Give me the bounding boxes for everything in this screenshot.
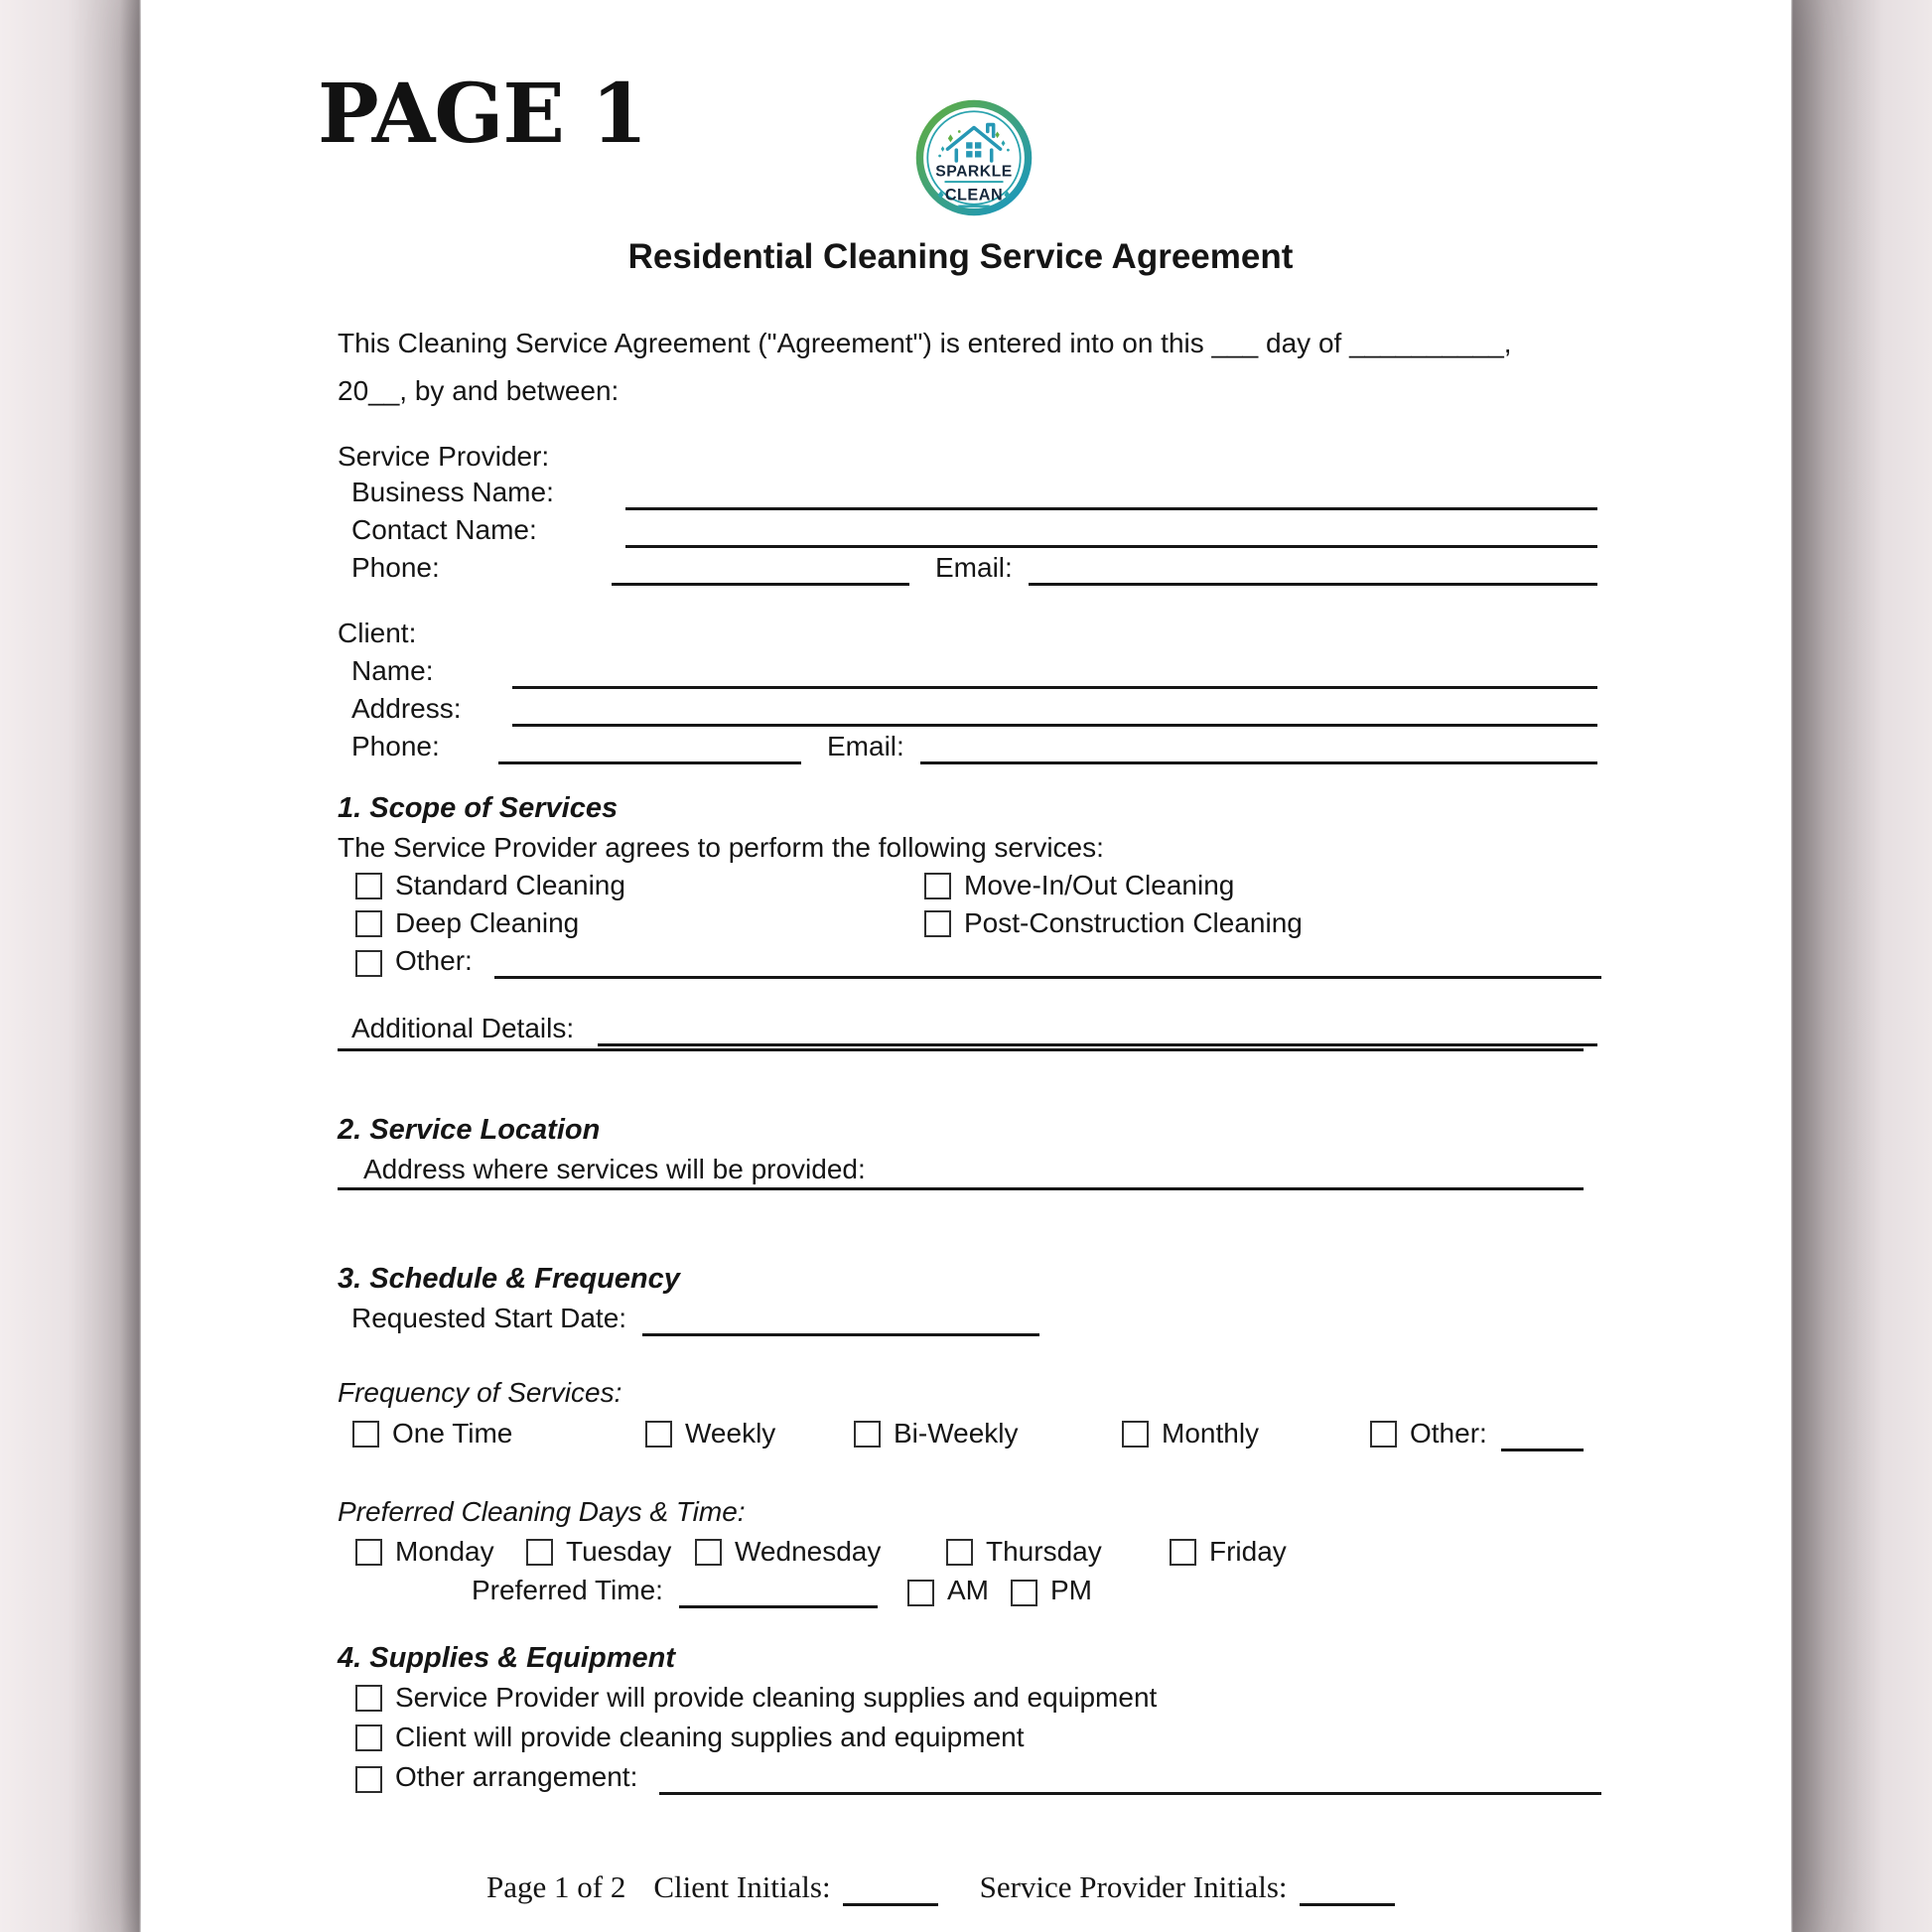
checkbox-icon[interactable] xyxy=(355,910,382,937)
page-indicator: Page 1 of 2 xyxy=(486,1869,626,1904)
checkbox-icon[interactable] xyxy=(695,1539,722,1566)
business-name-field[interactable] xyxy=(625,497,1597,510)
description-text: The Service Provider agrees to perform the following services: xyxy=(338,832,1104,863)
checkbox-icon[interactable] xyxy=(924,910,951,937)
checkbox-move-in-out-cleaning[interactable] xyxy=(924,868,1234,903)
checkbox-icon[interactable] xyxy=(355,873,382,899)
service-provider-heading xyxy=(338,439,1584,475)
client-phone-field[interactable] xyxy=(498,752,801,764)
preferred-time-field[interactable] xyxy=(679,1595,878,1608)
checkbox-icon[interactable] xyxy=(924,873,951,899)
client-phone-email-row xyxy=(338,729,1597,764)
heading-text: Client: xyxy=(338,618,417,648)
start-date-row xyxy=(338,1301,1597,1336)
checkbox-pm[interactable] xyxy=(1011,1580,1037,1606)
option-label: Move-In/Out Cleaning xyxy=(964,870,1235,900)
checkbox-frequency-other[interactable] xyxy=(1370,1416,1584,1451)
option-label: Monday xyxy=(395,1536,494,1567)
logo-text-clean: CLEAN xyxy=(944,186,1004,205)
intro-line-1: This Cleaning Service Agreement ("Agreement") is entered into on this ___ day of __________, xyxy=(338,328,1512,358)
section3-heading xyxy=(338,1261,1584,1297)
additional-details-label: Additional Details: xyxy=(351,1013,575,1043)
pm-label: PM xyxy=(1049,1575,1092,1605)
heading-text: 3. Schedule & Frequency xyxy=(338,1263,680,1295)
option-label: Monthly xyxy=(1162,1418,1260,1449)
provider-email-label: Email: xyxy=(935,552,1013,583)
client-address-field[interactable] xyxy=(512,714,1597,727)
provider-phone-label: Phone: xyxy=(351,552,440,583)
scope-other-row xyxy=(338,943,1601,979)
contact-name-field[interactable] xyxy=(625,535,1597,548)
page-label: PAGE 1 xyxy=(318,67,647,162)
checkbox-icon[interactable] xyxy=(854,1421,881,1448)
option-label: Service Provider will provide cleaning supplies and equipment xyxy=(395,1682,1158,1713)
scope-options-row-1 xyxy=(338,868,1584,903)
checkbox-client-supplies[interactable] xyxy=(355,1720,1025,1755)
option-label: Thursday xyxy=(986,1536,1102,1567)
client-email-label: Email: xyxy=(827,731,904,761)
option-label: One Time xyxy=(392,1418,513,1449)
section1-heading xyxy=(338,790,1584,826)
checkbox-provider-supplies[interactable] xyxy=(355,1680,1157,1716)
scope-other-label: Other: xyxy=(395,945,473,976)
frequency-options-row xyxy=(338,1416,1584,1451)
checkbox-icon[interactable] xyxy=(355,950,382,977)
client-heading xyxy=(338,616,1584,651)
contact-name-row xyxy=(338,512,1597,548)
supplies-other-row xyxy=(338,1759,1601,1795)
intro-paragraph xyxy=(338,320,1628,415)
logo-text-sparkle: SPARKLE xyxy=(935,163,1013,181)
provider-initials-field[interactable] xyxy=(1300,1893,1395,1906)
heading-text: Service Provider: xyxy=(338,441,550,472)
business-name-row xyxy=(338,475,1597,510)
checkbox-friday[interactable] xyxy=(1170,1534,1287,1570)
start-date-field[interactable] xyxy=(642,1323,1039,1336)
checkbox-icon[interactable] xyxy=(645,1421,672,1448)
heading-text: 4. Supplies & Equipment xyxy=(338,1642,675,1674)
client-name-row xyxy=(338,653,1597,689)
logo-badge-icon xyxy=(915,99,1033,216)
heading-text: 1. Scope of Services xyxy=(338,792,619,824)
contact-name-label: Contact Name: xyxy=(351,514,537,545)
checkbox-thursday[interactable] xyxy=(946,1534,1102,1570)
checkbox-post-construction-cleaning[interactable] xyxy=(924,905,1303,941)
scope-options-row-2 xyxy=(338,905,1584,941)
option-label: Other: xyxy=(1410,1418,1487,1449)
checkbox-tuesday[interactable] xyxy=(526,1534,671,1570)
frequency-heading xyxy=(338,1375,1584,1411)
checkbox-monday[interactable] xyxy=(355,1534,494,1570)
checkbox-one-time[interactable] xyxy=(352,1416,512,1451)
checkbox-monthly[interactable] xyxy=(1122,1416,1259,1451)
checkbox-icon[interactable] xyxy=(355,1685,382,1712)
client-email-field[interactable] xyxy=(920,752,1597,764)
service-location-field[interactable] xyxy=(338,1177,1584,1190)
business-name-label: Business Name: xyxy=(351,477,554,507)
checkbox-icon[interactable] xyxy=(526,1539,553,1566)
checkbox-icon[interactable] xyxy=(1170,1539,1196,1566)
client-initials-field[interactable] xyxy=(843,1893,938,1906)
option-label: Tuesday xyxy=(566,1536,672,1567)
frequency-other-field[interactable] xyxy=(1501,1439,1584,1451)
other-arrangement-label: Other arrangement: xyxy=(395,1761,638,1792)
days-heading xyxy=(338,1494,1584,1530)
preferred-time-label: Preferred Time: xyxy=(472,1575,663,1605)
option-label: Friday xyxy=(1209,1536,1287,1567)
provider-phone-email-row xyxy=(338,550,1597,586)
heading-text: Frequency of Services: xyxy=(338,1377,622,1408)
client-initials-label: Client Initials: xyxy=(653,1869,831,1904)
additional-details-row-2 xyxy=(338,1038,1584,1051)
scope-other-field[interactable] xyxy=(494,966,1601,979)
option-label: Deep Cleaning xyxy=(395,907,580,938)
provider-phone-field[interactable] xyxy=(612,573,909,586)
client-address-row xyxy=(338,691,1597,727)
checkbox-other-arrangement[interactable] xyxy=(355,1766,382,1793)
checkbox-icon[interactable] xyxy=(1370,1421,1397,1448)
provider-email-field[interactable] xyxy=(1029,573,1597,586)
heading-text: 2. Service Location xyxy=(338,1114,601,1146)
section2-heading xyxy=(338,1112,1584,1148)
client-address-label: Address: xyxy=(351,693,462,724)
option-label: Weekly xyxy=(685,1418,776,1449)
start-date-label: Requested Start Date: xyxy=(351,1303,627,1333)
client-name-label: Name: xyxy=(351,655,434,686)
page-footer xyxy=(486,1868,1584,1906)
option-label: Standard Cleaning xyxy=(395,870,625,900)
sparkle-clean-logo xyxy=(915,99,1033,216)
service-location-row xyxy=(338,1177,1584,1190)
other-arrangement-field[interactable] xyxy=(659,1782,1601,1795)
checkbox-icon[interactable] xyxy=(946,1539,973,1566)
section1-description xyxy=(338,830,1584,866)
checkbox-icon[interactable] xyxy=(352,1421,379,1448)
option-label: Post-Construction Cleaning xyxy=(964,907,1303,938)
section4-heading xyxy=(338,1640,1584,1676)
checkbox-bi-weekly[interactable] xyxy=(854,1416,1019,1451)
supplies-option-2 xyxy=(338,1720,1601,1755)
description-text: Address where services will be provided: xyxy=(363,1154,866,1184)
checkbox-weekly[interactable] xyxy=(645,1416,775,1451)
preferred-time-row xyxy=(338,1573,1718,1608)
intro-line-2: 20__, by and between: xyxy=(338,375,620,406)
am-label: AM xyxy=(946,1575,989,1605)
checkbox-icon[interactable] xyxy=(355,1539,382,1566)
checkbox-deep-cleaning[interactable] xyxy=(355,905,579,941)
document-title: Residential Cleaning Service Agreement xyxy=(627,237,1294,276)
option-label: Wednesday xyxy=(735,1536,882,1567)
checkbox-am[interactable] xyxy=(907,1580,934,1606)
option-label: Bi-Weekly xyxy=(894,1418,1019,1449)
client-name-field[interactable] xyxy=(512,676,1597,689)
checkbox-standard-cleaning[interactable] xyxy=(355,868,625,903)
provider-initials-label: Service Provider Initials: xyxy=(979,1869,1288,1904)
client-phone-label: Phone: xyxy=(351,731,440,761)
checkbox-icon[interactable] xyxy=(355,1725,382,1751)
additional-details-field-2[interactable] xyxy=(338,1038,1584,1051)
heading-text: Preferred Cleaning Days & Time: xyxy=(338,1496,746,1527)
supplies-option-1 xyxy=(338,1680,1601,1716)
option-label: Client will provide cleaning supplies and equipment xyxy=(395,1722,1025,1752)
checkbox-icon[interactable] xyxy=(1122,1421,1149,1448)
days-options-row xyxy=(338,1534,1584,1570)
checkbox-wednesday[interactable] xyxy=(695,1534,881,1570)
document-page xyxy=(141,0,1791,1932)
